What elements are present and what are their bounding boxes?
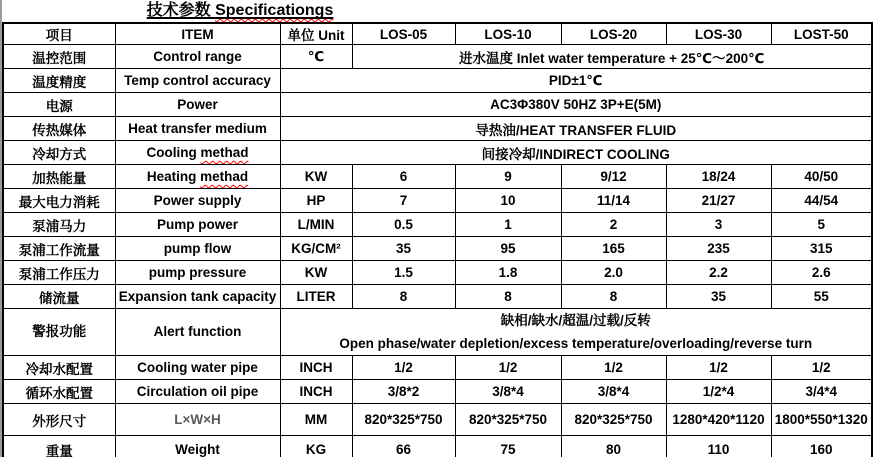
row-heating-capacity <box>3 165 872 189</box>
merged-value-cell: 进水温度 Inlet water temperature + 25℃～200℃ <box>352 45 872 69</box>
item-en-misspelled: methad <box>200 169 249 184</box>
value-cell: 1/2 <box>561 356 666 380</box>
value-cell: 75 <box>455 436 561 457</box>
row-max-power-consumption <box>3 189 872 213</box>
item-en-cell: Expansion tank capacity <box>115 285 280 309</box>
value-cell: 1.5 <box>352 261 455 285</box>
value-cell: 2.6 <box>771 261 872 285</box>
value-cell: 3/4*4 <box>771 380 872 404</box>
value-cell: 55 <box>771 285 872 309</box>
merged-value-cell: AC3Φ380V 50HZ 3P+E(5M) <box>280 93 872 117</box>
value-cell: 1/2 <box>352 356 455 380</box>
row-cooling-method <box>3 141 872 165</box>
row-tank-capacity <box>3 285 872 309</box>
item-en-text: Heating <box>146 169 201 184</box>
unit-cell: KW <box>280 261 352 285</box>
value-cell: 6 <box>352 165 455 189</box>
item-en-cell <box>115 165 280 189</box>
item-en-cell: Temp control accuracy <box>115 69 280 93</box>
merged-value-cell: 导热油/HEAT TRANSFER FLUID <box>280 117 872 141</box>
left-edge-divider <box>0 0 2 457</box>
value-cell: 2.0 <box>561 261 666 285</box>
alert-value-en: Open phase/water depletion/excess temperature/overloading/reverse turn <box>339 336 813 351</box>
unit-cell: INCH <box>280 356 352 380</box>
item-cn-cell: 泵浦马力 <box>3 213 115 237</box>
item-cn-cell: 加热能量 <box>3 165 115 189</box>
row-heat-medium <box>3 117 872 141</box>
unit-cell: KG/CM² <box>280 237 352 261</box>
header-item-cn: 项目 <box>3 23 115 45</box>
item-cn-cell: 传热媒体 <box>3 117 115 141</box>
row-dimensions <box>3 404 872 436</box>
item-en-cell: pump pressure <box>115 261 280 285</box>
value-cell: 2.2 <box>666 261 771 285</box>
item-cn-cell: 泵浦工作流量 <box>3 237 115 261</box>
header-model: LOS-10 <box>455 23 561 45</box>
unit-cell: INCH <box>280 380 352 404</box>
header-model: LOS-20 <box>561 23 666 45</box>
value-cell: 1/2 <box>771 356 872 380</box>
value-cell: 9/12 <box>561 165 666 189</box>
item-en-cell: Alert function <box>115 309 280 356</box>
header-row <box>3 23 872 45</box>
value-cell: 35 <box>352 237 455 261</box>
value-cell: 8 <box>352 285 455 309</box>
unit-cell: ℃ <box>280 45 352 69</box>
header-model: LOS-30 <box>666 23 771 45</box>
page-title <box>0 0 480 22</box>
value-cell: 40/50 <box>771 165 872 189</box>
value-cell: 820*325*750 <box>455 404 561 436</box>
item-cn-cell: 循环水配置 <box>3 380 115 404</box>
item-cn-cell: 最大电力消耗 <box>3 189 115 213</box>
item-en-cell: pump flow <box>115 237 280 261</box>
row-weight <box>3 436 872 457</box>
value-cell: 160 <box>771 436 872 457</box>
item-en-cell: Power supply <box>115 189 280 213</box>
value-cell: 66 <box>352 436 455 457</box>
value-cell: 3 <box>666 213 771 237</box>
item-cn-cell: 温度精度 <box>3 69 115 93</box>
row-temp-accuracy <box>3 69 872 93</box>
value-cell: 5 <box>771 213 872 237</box>
value-cell: 9 <box>455 165 561 189</box>
item-cn-cell: 外形尺寸 <box>3 404 115 436</box>
header-model: LOS-05 <box>352 23 455 45</box>
specifications-table <box>2 22 873 457</box>
row-pump-flow <box>3 237 872 261</box>
item-cn-cell: 泵浦工作压力 <box>3 261 115 285</box>
value-cell: 3/8*4 <box>561 380 666 404</box>
value-cell: 3/8*4 <box>455 380 561 404</box>
page-title-en-misspelled: Specificationgs <box>215 2 334 19</box>
row-power <box>3 93 872 117</box>
item-cn-cell: 冷却方式 <box>3 141 115 165</box>
item-en-cell <box>115 141 280 165</box>
merged-value-cell: PID±1℃ <box>280 69 872 93</box>
value-cell: 80 <box>561 436 666 457</box>
item-en-misspelled: methad <box>200 145 249 160</box>
value-cell: 1280*420*1120 <box>666 404 771 436</box>
item-cn-cell: 电源 <box>3 93 115 117</box>
value-cell: 8 <box>561 285 666 309</box>
row-alert-function <box>3 309 872 356</box>
row-circulation-oil-pipe <box>3 380 872 404</box>
row-control-range <box>3 45 872 69</box>
value-cell: 1/2 <box>455 356 561 380</box>
value-cell: 8 <box>455 285 561 309</box>
item-cn-cell: 重量 <box>3 436 115 457</box>
row-cooling-water-pipe <box>3 356 872 380</box>
value-cell: 1/2*4 <box>666 380 771 404</box>
value-cell: 3/8*2 <box>352 380 455 404</box>
row-pump-power <box>3 213 872 237</box>
alert-value-cn: 缺相/缺水/超温/过载/反转 <box>500 313 651 328</box>
value-cell: 820*325*750 <box>561 404 666 436</box>
item-en-cell: Circulation oil pipe <box>115 380 280 404</box>
value-cell: 0.5 <box>352 213 455 237</box>
value-cell: 11/14 <box>561 189 666 213</box>
value-cell: 95 <box>455 237 561 261</box>
row-pump-pressure <box>3 261 872 285</box>
value-cell: 165 <box>561 237 666 261</box>
header-item-en: ITEM <box>115 23 280 45</box>
header-unit: 单位 Unit <box>280 23 352 45</box>
item-en-text: Cooling <box>146 145 201 160</box>
merged-value-cell: 间接冷却/INDIRECT COOLING <box>280 141 872 165</box>
item-en-cell: Pump power <box>115 213 280 237</box>
value-cell: 110 <box>666 436 771 457</box>
unit-cell: LITER <box>280 285 352 309</box>
value-cell: 18/24 <box>666 165 771 189</box>
item-en-cell: Cooling water pipe <box>115 356 280 380</box>
unit-cell: MM <box>280 404 352 436</box>
unit-cell: HP <box>280 189 352 213</box>
value-cell: 44/54 <box>771 189 872 213</box>
header-model: LOST-50 <box>771 23 872 45</box>
item-en-cell: Power <box>115 93 280 117</box>
item-en-cell: L×W×H <box>115 404 280 436</box>
page-title-cn: 技术参数 <box>146 2 216 19</box>
unit-cell: L/MIN <box>280 213 352 237</box>
item-en-cell: Weight <box>115 436 280 457</box>
value-cell: 315 <box>771 237 872 261</box>
value-cell: 21/27 <box>666 189 771 213</box>
item-cn-cell: 储流量 <box>3 285 115 309</box>
value-cell: 10 <box>455 189 561 213</box>
merged-value-cell <box>280 309 872 356</box>
value-cell: 235 <box>666 237 771 261</box>
value-cell: 7 <box>352 189 455 213</box>
unit-cell: KW <box>280 165 352 189</box>
value-cell: 1/2 <box>666 356 771 380</box>
value-cell: 1.8 <box>455 261 561 285</box>
value-cell: 35 <box>666 285 771 309</box>
item-en-cell: Heat transfer medium <box>115 117 280 141</box>
item-cn-cell: 温控范围 <box>3 45 115 69</box>
value-cell: 820*325*750 <box>352 404 455 436</box>
unit-cell: KG <box>280 436 352 457</box>
value-cell: 2 <box>561 213 666 237</box>
item-cn-cell: 冷却水配置 <box>3 356 115 380</box>
value-cell: 1 <box>455 213 561 237</box>
value-cell: 1800*550*1320 <box>771 404 872 436</box>
item-cn-cell: 警报功能 <box>3 309 115 356</box>
item-en-cell: Control range <box>115 45 280 69</box>
